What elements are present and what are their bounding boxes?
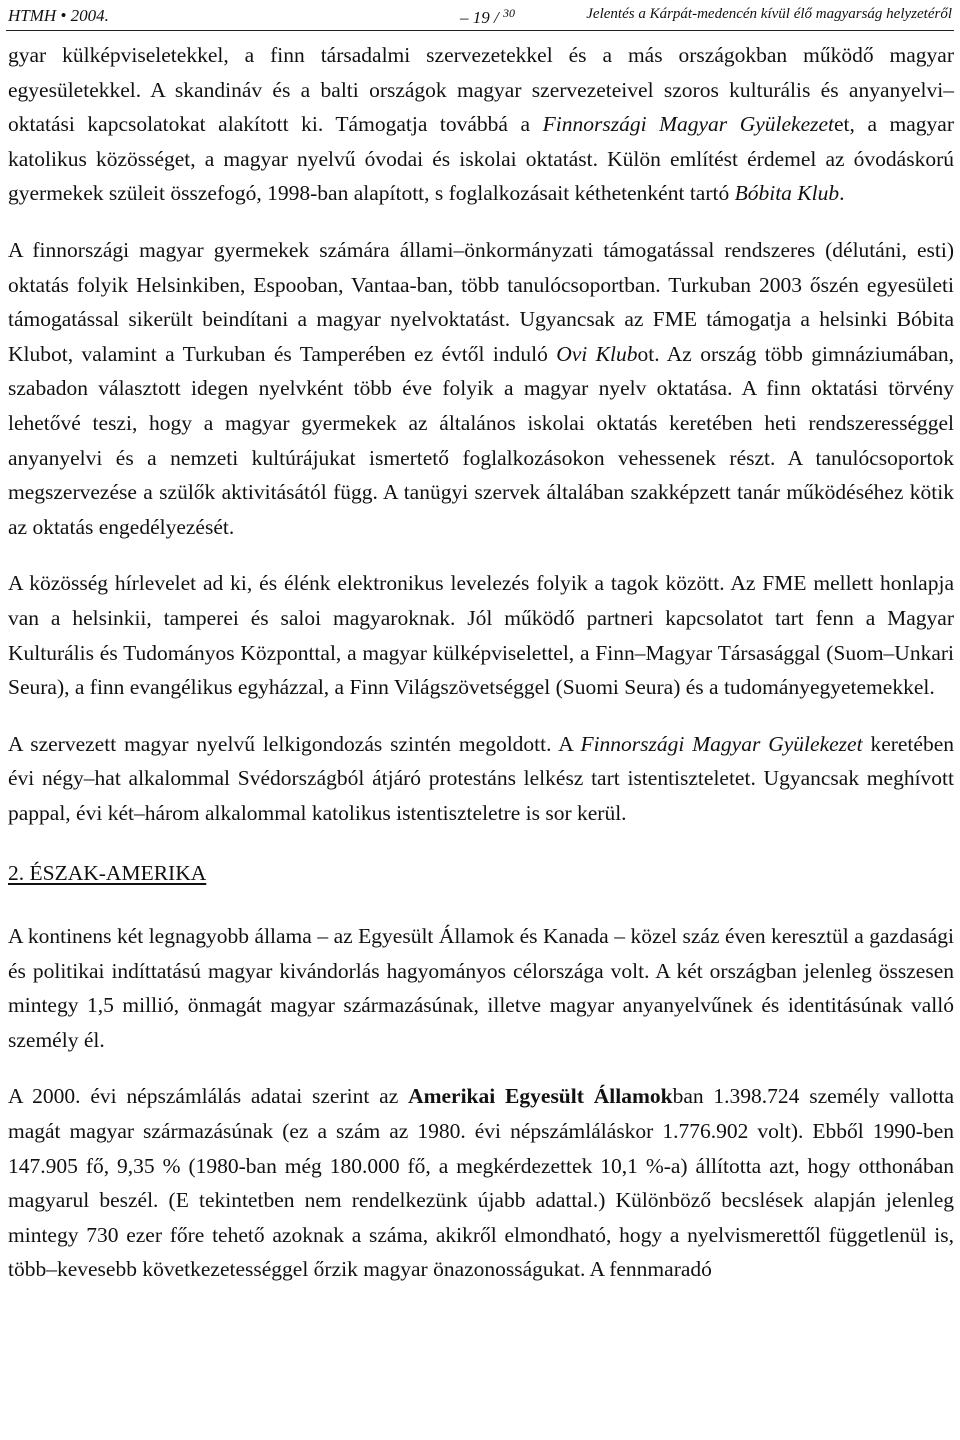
- text-run: .: [839, 181, 845, 206]
- paragraph: [8, 566, 954, 704]
- bold-text: Amerikai Egyesült Államok: [408, 1084, 673, 1109]
- emphasized-text: Bóbita Klub: [734, 181, 840, 206]
- paragraph: [8, 38, 954, 211]
- text-run: et, a magyar katolikus közösséget, a magyar nyelvű óvodai és iskolai oktatást. Külön említést érdemel az óvodáskorú gyermekek szüleit összefogó, 1998-ban alapított, s foglalkozásait kéthetenként tartó: [8, 112, 955, 206]
- text-run: keretében évi négy–hat alkalommal Svédországból átjáró protestáns lelkész tart istentiszteletet. Ugyancsak meghívott pappal, évi két–három alkalommal katolikus istentiszteletre is sor kerül.: [8, 731, 954, 825]
- page-number: [460, 6, 515, 28]
- text-run: A 2000. évi népszámlálás adatai szerint az: [8, 1084, 409, 1109]
- page-header: [6, 0, 954, 31]
- header-publication: HTMH • 2004.: [8, 6, 109, 25]
- page-current: – 19 /: [460, 8, 499, 27]
- text-run: A szervezett magyar nyelvű lelkigondozás szintén megoldott. A: [8, 731, 581, 756]
- text-run: ot. Az ország több gimnáziumában, szabadon választott idegen nyelvként több éve folyik a magyar nyelv oktatása. A finn oktatási törvény lehetővé teszi, hogy a magyar gyermekek az általános iskolai oktatás keretében heti rendszerességgel anyanyelvi és a nemzeti kultúrájukat ismertető foglalkozásokon vehessenek részt. A tanulócsoportok megszervezése a szülők aktivitásától függ. A tanügyi szervek általában szakképzett tanár működéséhez kötik az oktatás engedélyezését.: [8, 341, 954, 539]
- emphasized-text: Finnországi Magyar Gyülekezet: [542, 112, 835, 137]
- emphasized-text: Finnországi Magyar Gyülekezet: [580, 731, 863, 756]
- page-total: 30: [502, 6, 515, 20]
- document-body: [8, 38, 954, 1309]
- paragraph: [8, 727, 954, 831]
- text-run: ban 1.398.724 személy vallotta magát magyar származásúnak (ez a szám az 1980. évi népszámláláskor 1.776.902 volt). Ebből 1990-ben 147.905 fő, 9,35 % (1980-ban még 180.000 fő, a megkérdezettek 10,1 %-a) állította azt, hogy otthonában magyarul beszél. (E tekintetben nem rendelkezünk újabb adattal.) Különböző becslések alapján jelenleg mintegy 730 ezer főre tehető azoknak a száma, akikről elmondható, hogy a nyelvismerettől függetlenül is, több–kevesebb következetességgel őrzik magyar önazonosságukat. A fennmaradó: [8, 1084, 954, 1282]
- emphasized-text: Ovi Klub: [556, 341, 638, 366]
- text-run: A közösség hírlevelet ad ki, és élénk elektronikus levelezés folyik a tagok között. Az FME mellett honlapja van a helsinkii, tamperei és saloi magyaroknak. Jól működő partneri kapcsolatot tart fenn a Magyar Kulturális és Tudományos Központtal, a magyar külképviselettel, a Finn–Magyar Társasággal (Suom–Unkari Seura), a finn evangélikus egyházzal, a Finn Világszövetséggel (Suomi Seura) és a tudományegyetemekkel.: [8, 571, 954, 700]
- section-heading: 2. ÉSZAK-AMERIKA: [8, 861, 207, 886]
- paragraph: [8, 1079, 954, 1287]
- header-report-title: Jelentés a Kárpát-medencén kívül élő magyarság helyzetéről: [586, 6, 952, 22]
- text-run: gyar külképviseletekkel, a finn társadalmi szervezetekkel és a más országokban működő magyar egyesületekkel. A skandináv és a balti országok magyar szervezeteivel szoros kulturális és anyanyelvi–oktatási kapcsolatokat alakított ki. Támogatja továbbá a: [8, 43, 954, 137]
- paragraph: [8, 233, 954, 544]
- text-run: A kontinens két legnagyobb állama – az Egyesült Államok és Kanada – közel száz éven keresztül a gazdasági és politikai indíttatású magyar kivándorlás hagyományos célországa volt. A két országban jelenleg összesen mintegy 1,5 millió, önmagát magyar származásúnak, illetve magyar anyanyelvűnek és identitásúnak valló személy él.: [8, 924, 954, 1052]
- paragraph: [8, 919, 954, 1057]
- text-run: A finnországi magyar gyermekek számára állami–önkormányzati támogatással rendszeres (délutáni, esti) oktatás folyik Helsinkiben, Espooban, Vantaa-ban, több tanulócsoportban. Turkuban 2003 őszén egyesületi támogatással sikerült beindítani a magyar nyelvoktatást. Ugyancsak az FME támogatja a helsinki Bóbita Klubot, valamint a Turkuban és Tamperében ez évtől induló: [8, 237, 954, 366]
